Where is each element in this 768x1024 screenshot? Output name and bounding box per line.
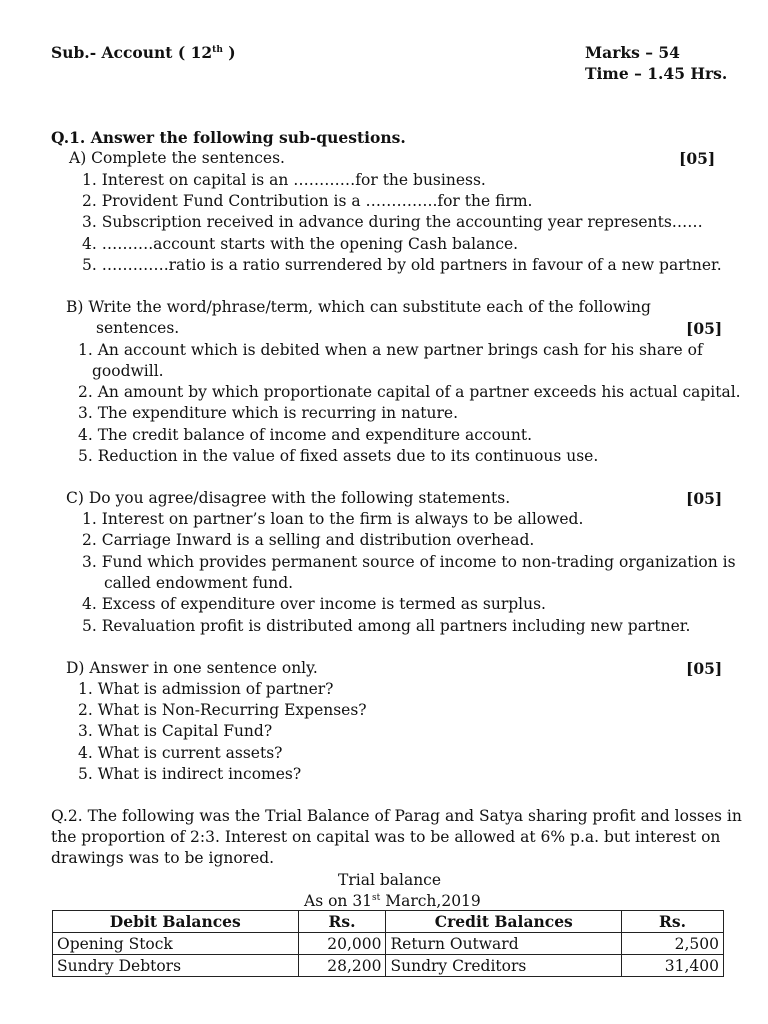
q1-c-item: 4. Excess of expenditure over income is termed as surplus. (82, 595, 546, 613)
q1-c-item: 2. Carriage Inward is a selling and distribution overhead. (82, 531, 535, 549)
debit-item: Sundry Debtors (53, 955, 299, 977)
q1-a-item: 3. Subscription received in advance during the accounting year represents…… (82, 213, 703, 231)
subject-suffix: ) (222, 43, 236, 62)
q1-d-item: 3. What is Capital Fund? (78, 722, 273, 740)
q1-d-item: 1. What is admission of partner? (78, 680, 334, 698)
q1-c-marks: [05] (686, 489, 723, 508)
debit-amount: 20,000 (298, 933, 386, 955)
debit-amount: 28,200 (298, 955, 386, 977)
q1-title: Q.1. Answer the following sub-questions. (51, 128, 406, 147)
subject-text: Sub.- Account ( 12 (51, 43, 213, 62)
table-date-text: As on 31 (304, 892, 373, 910)
q1-b-item: 3. The expenditure which is recurring in nature. (78, 404, 459, 422)
q1-c-item-cont: called endowment fund. (104, 574, 294, 592)
q1-a-item: 5. ………….ratio is a ratio surrendered by old partners in favour of a new partner. (82, 256, 722, 274)
table-date-superscript: st (372, 893, 381, 903)
q1-d-item: 2. What is Non-Recurring Expenses? (78, 701, 367, 719)
col-header-debit: Debit Balances (53, 911, 299, 933)
col-header-credit-amount: Rs. (622, 911, 724, 933)
trial-balance-table (52, 910, 724, 977)
table-row (53, 955, 724, 977)
col-header-debit-amount: Rs. (298, 911, 386, 933)
table-date-suffix: March,2019 (380, 892, 481, 910)
subject-heading (51, 42, 236, 63)
q1-d-marks: [05] (686, 659, 723, 678)
col-header-credit: Credit Balances (386, 911, 622, 933)
credit-amount: 2,500 (622, 933, 724, 955)
q1-d-heading: D) Answer in one sentence only. (66, 659, 318, 677)
q2-text-line: drawings was to be ignored. (51, 849, 275, 867)
time-duration: Time – 1.45 Hrs. (585, 64, 728, 83)
table-header-row (53, 911, 724, 933)
q1-b-item: 1. An account which is debited when a new partner brings cash for his share of (78, 341, 703, 359)
q1-b-item: 5. Reduction in the value of fixed assets due to its continuous use. (78, 447, 599, 465)
q1-c-heading: C) Do you agree/disagree with the following statements. (66, 489, 511, 507)
q1-b-marks: [05] (686, 319, 723, 338)
q1-c-item: 3. Fund which provides permanent source of income to non-trading organization is (82, 553, 736, 571)
q1-d-item: 4. What is current assets? (78, 744, 283, 762)
debit-item: Opening Stock (53, 933, 299, 955)
subject-superscript: th (212, 45, 223, 55)
q1-a-item: 4. ……….account starts with the opening Cash balance. (82, 235, 519, 253)
q1-a-heading: A) Complete the sentences. (69, 149, 285, 167)
q1-d-item: 5. What is indirect incomes? (78, 765, 302, 783)
q1-b-item: 2. An amount by which proportionate capital of a partner exceeds his actual capital. (78, 383, 741, 401)
table-title: Trial balance (338, 871, 442, 889)
q2-text-line: Q.2. The following was the Trial Balance of Parag and Satya sharing profit and losses in (51, 807, 742, 825)
table-date (304, 891, 481, 912)
q2-text-line: the proportion of 2:3. Interest on capital was to be allowed at 6% p.a. but interest on (51, 828, 721, 846)
table-row (53, 933, 724, 955)
q1-b-heading-cont: sentences. (96, 319, 180, 337)
q1-c-item: 1. Interest on partner’s loan to the firm is always to be allowed. (82, 510, 584, 528)
q1-b-heading: B) Write the word/phrase/term, which can substitute each of the following (66, 298, 651, 316)
q1-a-item: 2. Provident Fund Contribution is a …………..for the firm. (82, 192, 533, 210)
q1-a-marks: [05] (679, 149, 716, 168)
credit-amount: 31,400 (622, 955, 724, 977)
credit-item: Return Outward (386, 933, 622, 955)
marks-total: Marks – 54 (585, 43, 680, 62)
q1-b-item: 4. The credit balance of income and expenditure account. (78, 426, 533, 444)
q1-c-item: 5. Revaluation profit is distributed among all partners including new partner. (82, 617, 691, 635)
q1-b-item-cont: goodwill. (92, 362, 164, 380)
q1-a-item: 1. Interest on capital is an …………for the business. (82, 171, 486, 189)
credit-item: Sundry Creditors (386, 955, 622, 977)
